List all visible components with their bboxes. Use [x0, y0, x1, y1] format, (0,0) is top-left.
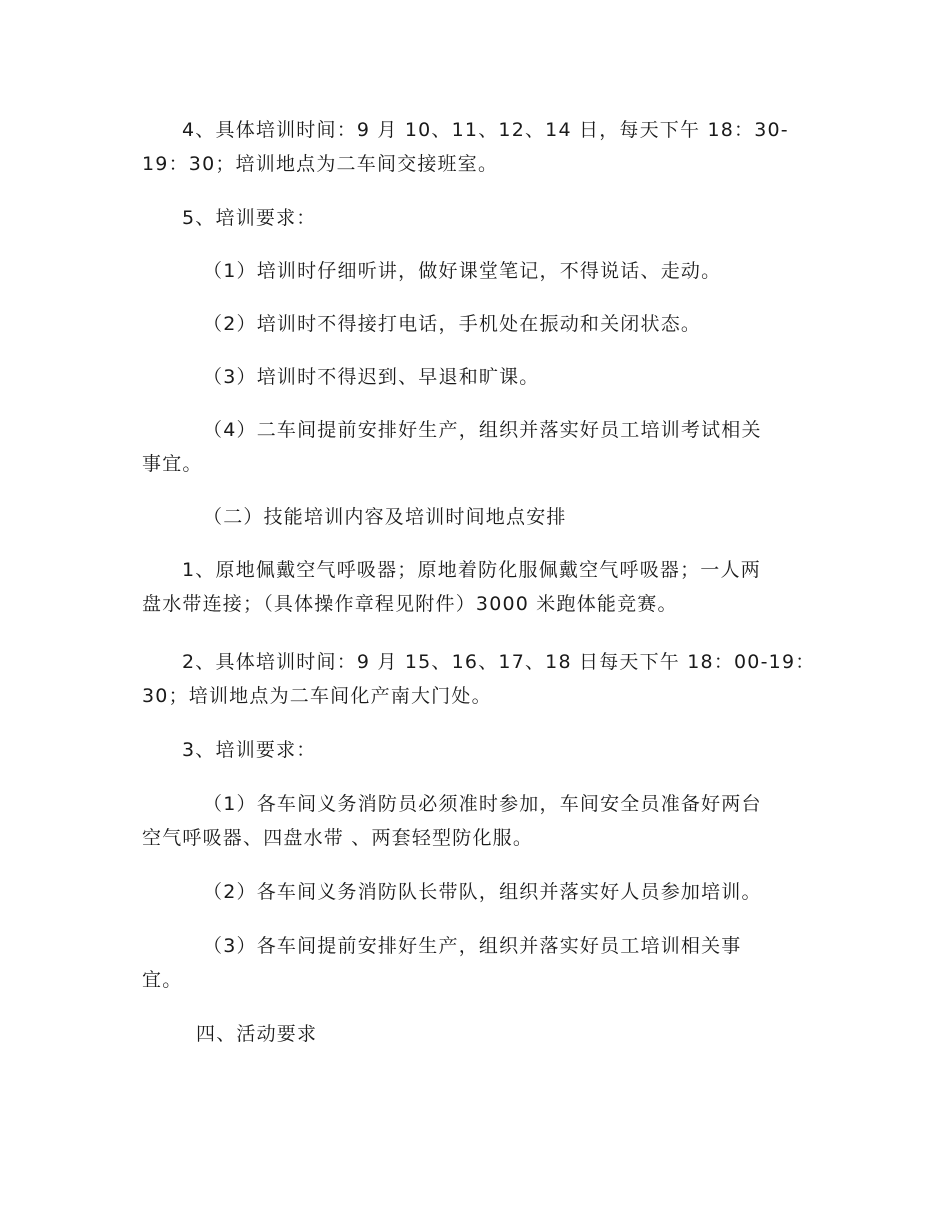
skills-content-line-1: 1、原地佩戴空气呼吸器；原地着防化服佩戴空气呼吸器；一人两 [182, 559, 761, 581]
skills-content-line-2: 盘水带连接；（具体操作章程见附件）3000 米跑体能竞赛。 [142, 593, 678, 615]
training-time-line-1: 4、具体培训时间：9 月 10、11、12、14 日，每天下午 18：30- [182, 119, 789, 141]
skills-requirements-heading: 3、培训要求： [182, 739, 317, 761]
requirement-2: （2）培训时不得接打电话，手机处在振动和关闭状态。 [203, 313, 702, 335]
activity-requirements-heading: 四、活动要求 [196, 1023, 318, 1045]
requirement-1: （1）培训时仔细听讲，做好课堂笔记，不得说话、走动。 [203, 260, 722, 282]
training-time-line-2: 19：30；培训地点为二车间交接班室。 [142, 153, 499, 175]
requirement-3: （3）培训时不得迟到、早退和旷课。 [203, 366, 540, 388]
training-requirements-heading: 5、培训要求： [182, 207, 317, 229]
skills-time-line-1: 2、具体培训时间：9 月 15、16、17、18 日每天下午 18：00-19： [182, 651, 816, 673]
skills-requirement-3-line-2: 宜。 [142, 969, 183, 991]
skills-requirement-3-line-1: （3）各车间提前安排好生产，组织并落实好员工培训相关事 [203, 935, 742, 957]
requirement-4-line-2: 事宜。 [142, 453, 203, 475]
requirement-4-line-1: （4）二车间提前安排好生产，组织并落实好员工培训考试相关 [203, 419, 762, 441]
skills-requirement-2: （2）各车间义务消防队长带队，组织并落实好人员参加培训。 [203, 881, 762, 903]
skills-requirement-1-line-1: （1）各车间义务消防员必须准时参加，车间安全员准备好两台 [203, 793, 762, 815]
skills-training-heading: （二）技能培训内容及培训时间地点安排 [203, 506, 567, 528]
skills-time-line-2: 30；培训地点为二车间化产南大门处。 [142, 685, 492, 707]
skills-requirement-1-line-2: 空气呼吸器、四盘水带 、两套轻型防化服。 [142, 827, 534, 849]
